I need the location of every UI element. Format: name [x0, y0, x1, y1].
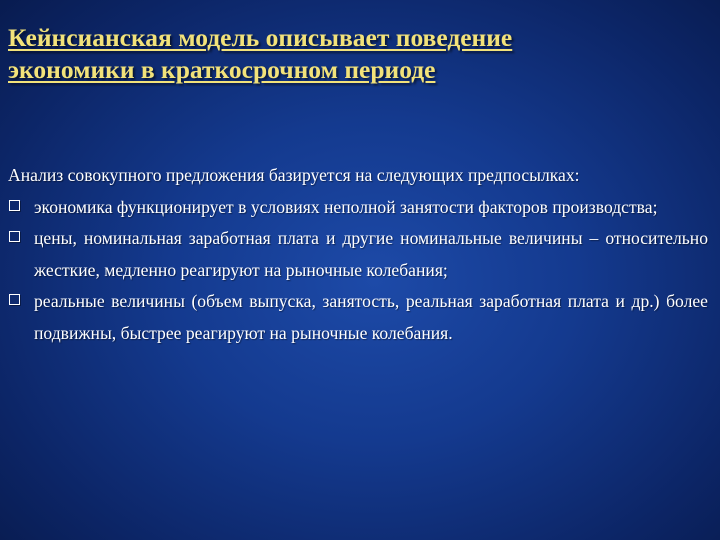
list-item-text: экономика функционирует в условиях неполной занятости факторов производства;	[34, 196, 658, 217]
list-item-text: цены, номинальная заработная плата и другие номинальные величины – относительно жесткие, медленно реагируют на рыночные колебания;	[34, 228, 708, 280]
slide-title	[8, 22, 708, 86]
slide-title-line-2: экономики в краткосрочном периоде	[8, 55, 436, 84]
hollow-square-icon	[9, 294, 20, 305]
hollow-square-icon	[9, 231, 20, 242]
slide-title-line-1: Кейнсианская модель описывает поведение	[8, 23, 513, 52]
slide-body	[8, 160, 708, 349]
list-item-text: реальные величины (объем выпуска, занятость, реальная заработная плата и др.) более подвижны, быстрее реагируют на рыночные колебания.	[34, 291, 708, 343]
bullet-list	[8, 192, 708, 350]
intro-paragraph: Анализ совокупного предложения базируется на следующих предпосылках:	[8, 165, 580, 185]
list-item	[8, 192, 708, 224]
list-item	[8, 286, 708, 349]
hollow-square-icon	[9, 200, 20, 211]
list-item	[8, 223, 708, 286]
